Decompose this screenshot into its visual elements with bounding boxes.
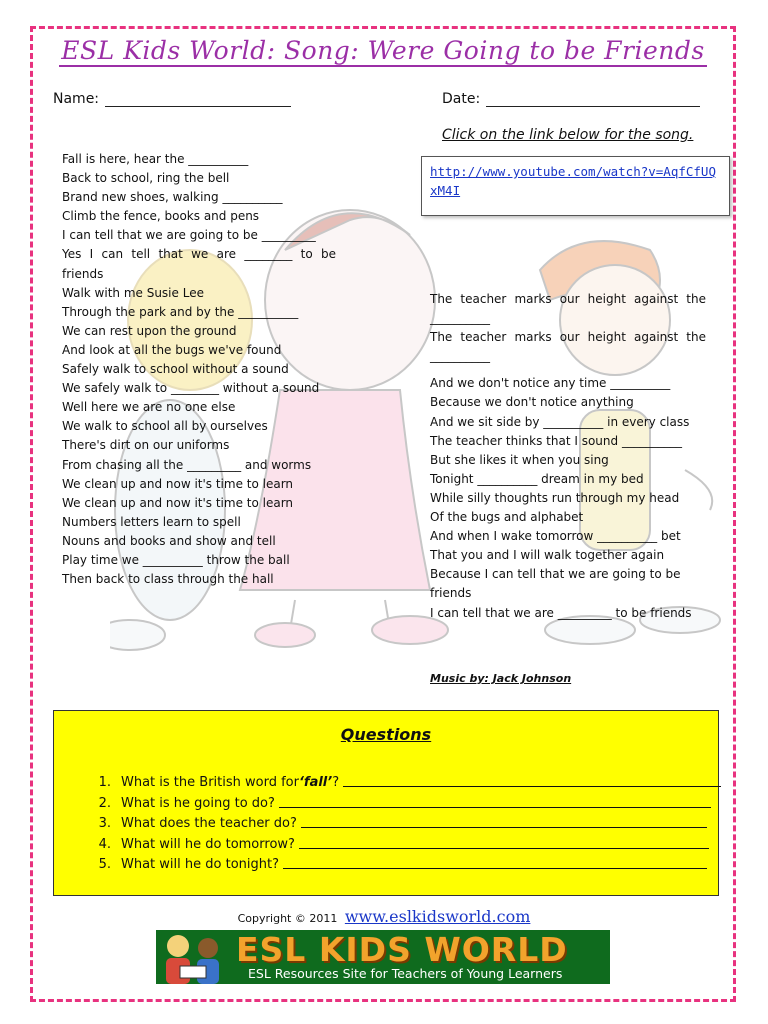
- answer-blank[interactable]: [343, 773, 721, 787]
- lyric-line: We walk to school all by ourselves: [62, 419, 268, 434]
- copyright-line: [0, 907, 768, 926]
- lyric-line: And we sit side by __________ in every class: [430, 414, 690, 429]
- lyric-line: And we don't notice any time __________: [430, 376, 671, 391]
- answer-blank[interactable]: [301, 814, 707, 828]
- lyric-line: We clean up and now it's time to learn: [62, 476, 294, 491]
- lyric-line: The teacher marks our height against the __________: [430, 292, 706, 326]
- lyric-line: Walk with me Susie Lee: [62, 285, 204, 300]
- lyric-line: From chasing all the _________ and worms: [62, 457, 312, 472]
- name-field[interactable]: [53, 91, 291, 107]
- lyric-line: Tonight __________ dream in my bed: [430, 471, 644, 486]
- page-title: ESL Kids World: Song: Were Going to be Friends: [61, 36, 705, 65]
- date-field[interactable]: [442, 91, 700, 107]
- lyric-line: We can rest upon the ground: [62, 323, 237, 338]
- questions-title: Questions: [340, 725, 432, 744]
- lyric-line: Well here we are no one else: [62, 400, 236, 415]
- lyric-line: Because I can tell that we are going to be friends: [430, 567, 681, 601]
- lyric-line: Safely walk to school without a sound: [62, 362, 289, 377]
- lyric-line: Of the bugs and alphabet: [430, 510, 584, 525]
- music-credit: Music by: Jack Johnson: [430, 672, 572, 685]
- site-link[interactable]: www.eslkidsworld.com: [344, 907, 531, 926]
- lyric-line: I can tell that we are _________ to be friends: [430, 605, 692, 620]
- question-item: 3. What does the teacher do?: [84, 814, 721, 835]
- lyric-line: Fall is here, hear the __________: [62, 152, 249, 166]
- lyric-line: The teacher thinks that I sound __________: [430, 433, 682, 448]
- lyric-line: While silly thoughts run through my head: [430, 490, 680, 505]
- lyric-line: Brand new shoes, walking __________: [62, 190, 283, 205]
- lyric-line: Back to school, ring the bell: [62, 171, 230, 186]
- answer-blank[interactable]: [299, 835, 709, 849]
- lyric-line: Through the park and by the __________: [62, 304, 299, 319]
- question-item: 4. What will he do tomorrow?: [84, 835, 721, 856]
- lyric-line: We safely walk to ________ without a sound: [62, 381, 320, 396]
- questions-box: [53, 710, 719, 896]
- lyric-line: The teacher marks our height against the __________: [430, 330, 706, 364]
- lyric-line: Play time we __________ throw the ball: [62, 552, 290, 567]
- lyric-line: And when I wake tomorrow __________ bet: [430, 529, 681, 544]
- date-label: Date:: [442, 91, 481, 107]
- lyric-line: We clean up and now it's time to learn: [62, 495, 294, 510]
- lyrics-right-column: [430, 290, 706, 623]
- lyric-line: Numbers letters learn to spell: [62, 514, 241, 529]
- lyric-line: There's dirt on our uniforms: [62, 438, 230, 453]
- lyric-line: I can tell that we are going to be _________: [62, 228, 316, 243]
- date-blank[interactable]: [486, 92, 700, 107]
- question-item: 1. What is the British word for ‘fall’ ?: [84, 773, 721, 794]
- lyric-line: Then back to class through the hall: [62, 572, 274, 587]
- lyric-line: Nouns and books and show and tell: [62, 533, 276, 548]
- question-item: 2. What is he going to do?: [84, 794, 721, 815]
- lyric-line: Yes I can tell that we are ________ to be friends: [62, 247, 336, 281]
- name-label: Name:: [53, 91, 100, 107]
- lyric-line: But she likes it when you sing: [430, 452, 609, 467]
- lyric-line: That you and I will walk together again: [430, 548, 665, 563]
- answer-blank[interactable]: [283, 855, 707, 869]
- banner-title: ESL KIDS WORLD: [236, 930, 568, 969]
- kids-reading-icon: [156, 930, 236, 984]
- copyright-text: Copyright © 2011: [237, 912, 338, 925]
- lyric-line: Climb the fence, books and pens: [62, 209, 260, 224]
- banner-subtitle: ESL Resources Site for Teachers of Young Learners: [248, 966, 563, 981]
- answer-blank[interactable]: [279, 794, 711, 808]
- lyrics-left-column: [62, 150, 336, 589]
- song-instruction: Click on the link below for the song.: [442, 127, 694, 143]
- lyric-line: And look at all the bugs we've found: [62, 342, 282, 357]
- esl-kids-world-banner[interactable]: [156, 930, 610, 984]
- name-blank[interactable]: [105, 92, 291, 107]
- question-item: 5. What will he do tonight?: [84, 855, 721, 876]
- lyric-line: Because we don't notice anything: [430, 395, 634, 410]
- song-link[interactable]: http://www.youtube.com/watch?v=AqfCfUQxM4I: [430, 164, 716, 198]
- questions-list: [84, 773, 721, 876]
